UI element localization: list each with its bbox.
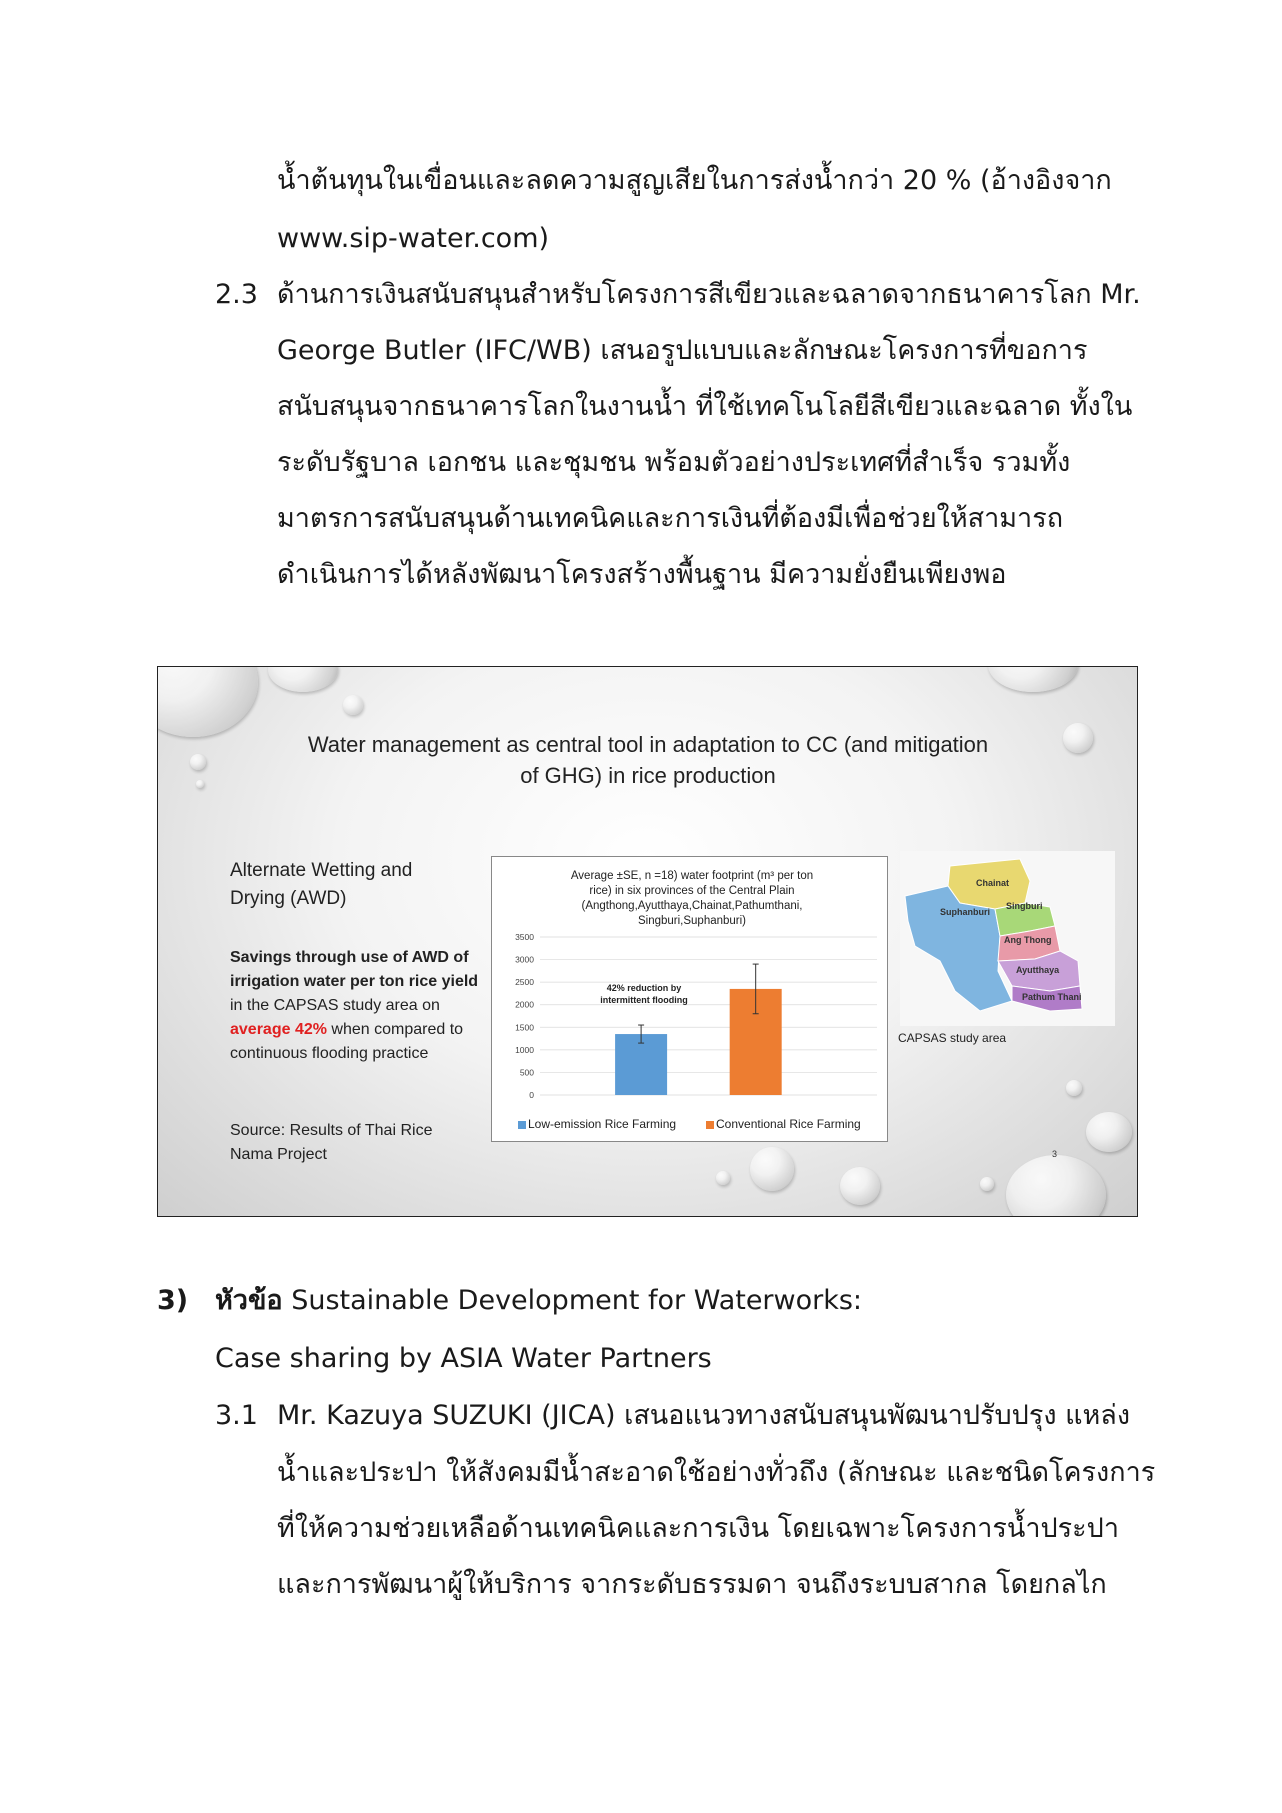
item-number: 3.1: [215, 1400, 258, 1431]
water-drop-decoration: [157, 666, 258, 737]
map-label: Suphanburi: [940, 907, 990, 917]
water-drop-decoration: [840, 1167, 880, 1205]
savings-text-part: when compared to continuous flooding practice: [230, 1021, 464, 1062]
y-tick-label: 3000: [515, 954, 534, 965]
savings-bold-text: Savings through use of AWD of irrigation water per ton rice yield: [230, 949, 479, 990]
map-label: Ang Thong: [1004, 935, 1052, 945]
map-label: Pathum Thani: [1022, 992, 1082, 1002]
chart-annotation: 42% reduction by: [606, 983, 682, 993]
y-tick-label: 1500: [515, 1022, 534, 1033]
savings-highlight: average 42%: [230, 1021, 327, 1038]
legend-swatch-low-emission: [518, 1121, 526, 1129]
water-drop-decoration: [988, 666, 1078, 692]
section-heading-text: Sustainable Development for Waterworks:: [282, 1285, 863, 1316]
y-tick-label: 500: [519, 1067, 534, 1078]
savings-text-part: in the CAPSAS study area on: [230, 997, 440, 1014]
water-footprint-chart: [491, 856, 888, 1142]
y-tick-label: 1000: [515, 1044, 534, 1055]
chart-svg: [492, 857, 887, 1141]
chart-title-line: Singburi,Suphanburi): [637, 915, 747, 927]
slide-title-line: of GHG) in rice production: [520, 763, 776, 788]
water-drop-decoration: [190, 754, 206, 770]
paragraph-line: George Butler (IFC/WB) เสนอรูปแบบและลักษณะโครงการที่ขอการ: [277, 335, 1088, 366]
water-drop-decoration: [980, 1177, 994, 1191]
legend-label: Low-emission Rice Farming: [528, 1117, 677, 1131]
water-drop-decoration: [268, 666, 338, 692]
chart-title-line: Average ±SE, n =18) water footprint (m³ per ton: [570, 870, 814, 882]
paragraph-line: น้ำและประปา ให้สังคมมีน้ำสะอาดใช้อย่างทั่วถึง (ลักษณะ และชนิดโครงการ: [277, 1457, 1156, 1488]
source-note: [230, 1119, 432, 1167]
slide-title: [228, 729, 1068, 791]
chart-plot-area: [515, 932, 877, 1100]
item-number: 2.3: [215, 279, 258, 310]
chart-title-line: (Angthong,Ayutthaya,Chainat,Pathumthani,: [581, 900, 803, 912]
section-heading-bold: หัวข้อ: [215, 1285, 283, 1316]
water-drop-decoration: [343, 695, 363, 715]
map-label: Chainat: [976, 878, 1010, 888]
awd-heading: [230, 857, 412, 913]
paragraph-line: www.sip-water.com): [277, 223, 550, 254]
paragraph-line: ที่ให้ความช่วยเหลือด้านเทคนิคและการเงิน โดยเฉพาะโครงการน้ำประปา: [277, 1513, 1119, 1544]
y-tick-label: 3500: [515, 932, 534, 942]
paragraph-line: มาตรการสนับสนุนด้านเทคนิคและการเงินที่ต้องมีเพื่อช่วยให้สามารถ: [277, 503, 1064, 534]
paragraph-line: และการพัฒนาผู้ให้บริการ จากระดับธรรมดา จนถึงระบบสากล โดยกลไก: [277, 1569, 1107, 1600]
paragraph-line: Mr. Kazuya SUZUKI (JICA) เสนอแนวทางสนับสนุนพัฒนาปรับปรุง แหล่ง: [277, 1400, 1131, 1431]
section-number: 3): [157, 1285, 189, 1316]
capsas-study-area-map: [900, 851, 1115, 1026]
y-tick-label: 2500: [515, 977, 534, 988]
y-tick-label: 2000: [515, 999, 534, 1010]
water-drop-decoration: [716, 1171, 730, 1185]
y-tick-label: 0: [529, 1090, 534, 1100]
source-line: Source: Results of Thai Rice: [230, 1122, 433, 1139]
legend-label: Conventional Rice Farming: [716, 1117, 861, 1131]
paragraph-line: น้ำต้นทุนในเขื่อนและลดความสูญเสียในการส่งน้ำกว่า 20 % (อ้างอิงจาก: [277, 165, 1112, 196]
map-caption: CAPSAS study area: [898, 1031, 1007, 1045]
water-drop-decoration: [1086, 1112, 1132, 1152]
water-drop-decoration: [196, 780, 204, 788]
paragraph-line: ดำเนินการได้หลังพัฒนาโครงสร้างพื้นฐาน มีความยั่งยืนเพียงพอ: [277, 559, 1007, 590]
slide-title-line: Water management as central tool in adaptation to CC (and mitigation: [307, 732, 989, 757]
awd-heading-line: Drying (AWD): [230, 888, 347, 909]
section-heading-line2: Case sharing by ASIA Water Partners: [215, 1343, 712, 1374]
map-label: Ayutthaya: [1016, 965, 1060, 975]
section-heading: [215, 1283, 862, 1319]
savings-text: [230, 946, 490, 1066]
source-line: Nama Project: [230, 1146, 327, 1163]
chart-legend: [518, 1117, 861, 1131]
water-drop-decoration: [1066, 1080, 1082, 1096]
paragraph-line: สนับสนุนจากธนาคารโลกในงานน้ำ ที่ใช้เทคโนโลยีสีเขียวและฉลาด ทั้งใน: [277, 391, 1133, 422]
awd-heading-line: Alternate Wetting and: [230, 860, 413, 881]
paragraph-line: ด้านการเงินสนับสนุนสำหรับโครงการสีเขียวและฉลาดจากธนาคารโลก Mr.: [277, 279, 1141, 310]
chart-annotation: intermittent flooding: [600, 995, 688, 1005]
legend-swatch-conventional: [706, 1121, 714, 1129]
slide-page-number: 3: [1052, 1149, 1058, 1159]
chart-title-line: rice) in six provinces of the Central Plain: [589, 885, 795, 897]
embedded-slide: [157, 666, 1138, 1217]
water-drop-decoration: [1006, 1155, 1106, 1217]
water-drop-decoration: [750, 1147, 794, 1191]
map-label: Singburi: [1006, 901, 1043, 911]
paragraph-line: ระดับรัฐบาล เอกชน และชุมชน พร้อมตัวอย่างประเทศที่สำเร็จ รวมทั้ง: [277, 447, 1071, 478]
